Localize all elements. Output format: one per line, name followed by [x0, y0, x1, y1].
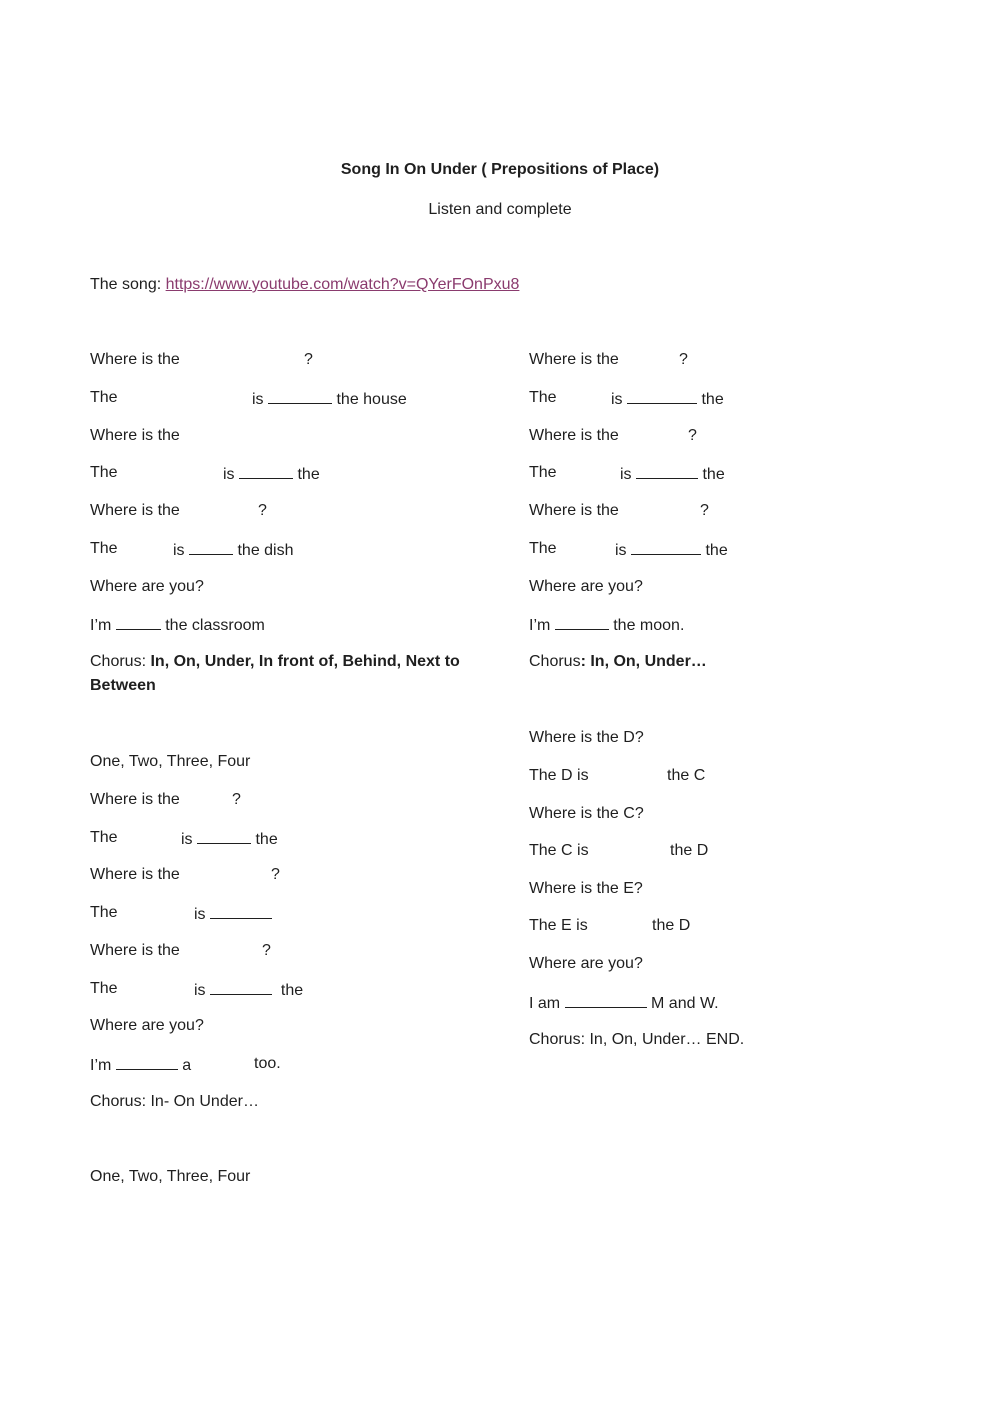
right-chorus-end: Chorus: In, On, Under… END. — [529, 1031, 745, 1048]
left-im-2: I’m a — [90, 1054, 191, 1076]
left-where-2: Where is the — [90, 427, 180, 444]
right-the-3: The — [529, 540, 557, 557]
right-q-3: ? — [700, 502, 709, 519]
page-title: Song In On Under ( Prepositions of Place) — [340, 161, 660, 178]
right-where-are-you-1: Where are you? — [529, 578, 643, 595]
left-the-5: The — [90, 904, 118, 921]
right-chorus-1: Chorus: In, On, Under… — [529, 653, 707, 670]
song-link[interactable]: https://www.youtube.com/watch?v=QYerFOnPxu8 — [165, 276, 520, 293]
left-count-2: One, Two, Three, Four — [90, 1168, 251, 1185]
right-where-1: Where is the — [529, 351, 619, 368]
blank[interactable] — [116, 1054, 178, 1070]
right-the-d-1: the D — [670, 842, 709, 859]
left-where-are-you-1: Where are you? — [90, 578, 204, 595]
song-label: The song: — [90, 276, 166, 293]
right-the-1: The — [529, 389, 557, 406]
left-im-1: I’m the classroom — [90, 614, 265, 636]
right-the-e-is: The E is — [529, 917, 588, 934]
right-where-c: Where is the C? — [529, 805, 644, 822]
right-is-2: is the — [620, 463, 725, 485]
right-is-3: is the — [615, 539, 728, 561]
left-where-5: Where is the — [90, 866, 180, 883]
right-where-e: Where is the E? — [529, 880, 643, 897]
left-chorus-2: Chorus: In- On Under… — [90, 1093, 259, 1110]
blank[interactable] — [116, 614, 161, 630]
right-q-2: ? — [688, 427, 697, 444]
left-is-4: is the — [181, 828, 278, 850]
left-is-2: is the — [223, 463, 320, 485]
right-the-c-is: The C is — [529, 842, 589, 859]
left-the-3: The — [90, 540, 118, 557]
blank[interactable] — [627, 388, 697, 404]
blank[interactable] — [210, 979, 272, 995]
left-the-6: The — [90, 980, 118, 997]
blank[interactable] — [636, 463, 698, 479]
left-q-6: ? — [262, 942, 271, 959]
right-the-d-is: The D is — [529, 767, 589, 784]
left-is-1: is the house — [252, 388, 407, 410]
left-q-4: ? — [232, 791, 241, 808]
blank[interactable] — [239, 463, 293, 479]
right-the-d-2: the D — [652, 917, 691, 934]
blank[interactable] — [631, 539, 701, 555]
left-where-3: Where is the — [90, 502, 180, 519]
blank[interactable] — [555, 614, 609, 630]
left-the-4: The — [90, 829, 118, 846]
left-where-1: Where is the — [90, 351, 180, 368]
right-the-c: the C — [667, 767, 706, 784]
song-line — [90, 275, 519, 295]
left-chorus-1: Chorus: In, On, Under, In front of, Behind, Next to Between — [90, 653, 460, 694]
right-where-2: Where is the — [529, 427, 619, 444]
right-is-1: is the — [611, 388, 724, 410]
left-where-are-you-2: Where are you? — [90, 1017, 204, 1034]
blank[interactable] — [189, 539, 233, 555]
right-the-2: The — [529, 464, 557, 481]
right-where-d: Where is the D? — [529, 729, 644, 746]
page-subtitle: Listen and complete — [428, 201, 572, 218]
right-where-3: Where is the — [529, 502, 619, 519]
blank[interactable] — [210, 903, 272, 919]
left-where-4: Where is the — [90, 791, 180, 808]
right-im-1: I’m the moon. — [529, 614, 684, 636]
left-q-3: ? — [258, 502, 267, 519]
left-where-6: Where is the — [90, 942, 180, 959]
right-i-am: I am M and W. — [529, 992, 719, 1014]
left-is-6: is the — [194, 979, 303, 1001]
left-too: too. — [254, 1055, 281, 1072]
left-the-1: The — [90, 389, 118, 406]
left-count-1: One, Two, Three, Four — [90, 753, 251, 770]
left-the-2: The — [90, 464, 118, 481]
right-q-1: ? — [679, 351, 688, 368]
left-q-5: ? — [271, 866, 280, 883]
right-where-are-you-2: Where are you? — [529, 955, 643, 972]
blank[interactable] — [197, 828, 251, 844]
left-is-5: is — [194, 903, 272, 925]
left-q-1: ? — [304, 351, 313, 368]
blank[interactable] — [268, 388, 332, 404]
blank[interactable] — [565, 992, 647, 1008]
left-is-3: is the dish — [173, 539, 294, 561]
